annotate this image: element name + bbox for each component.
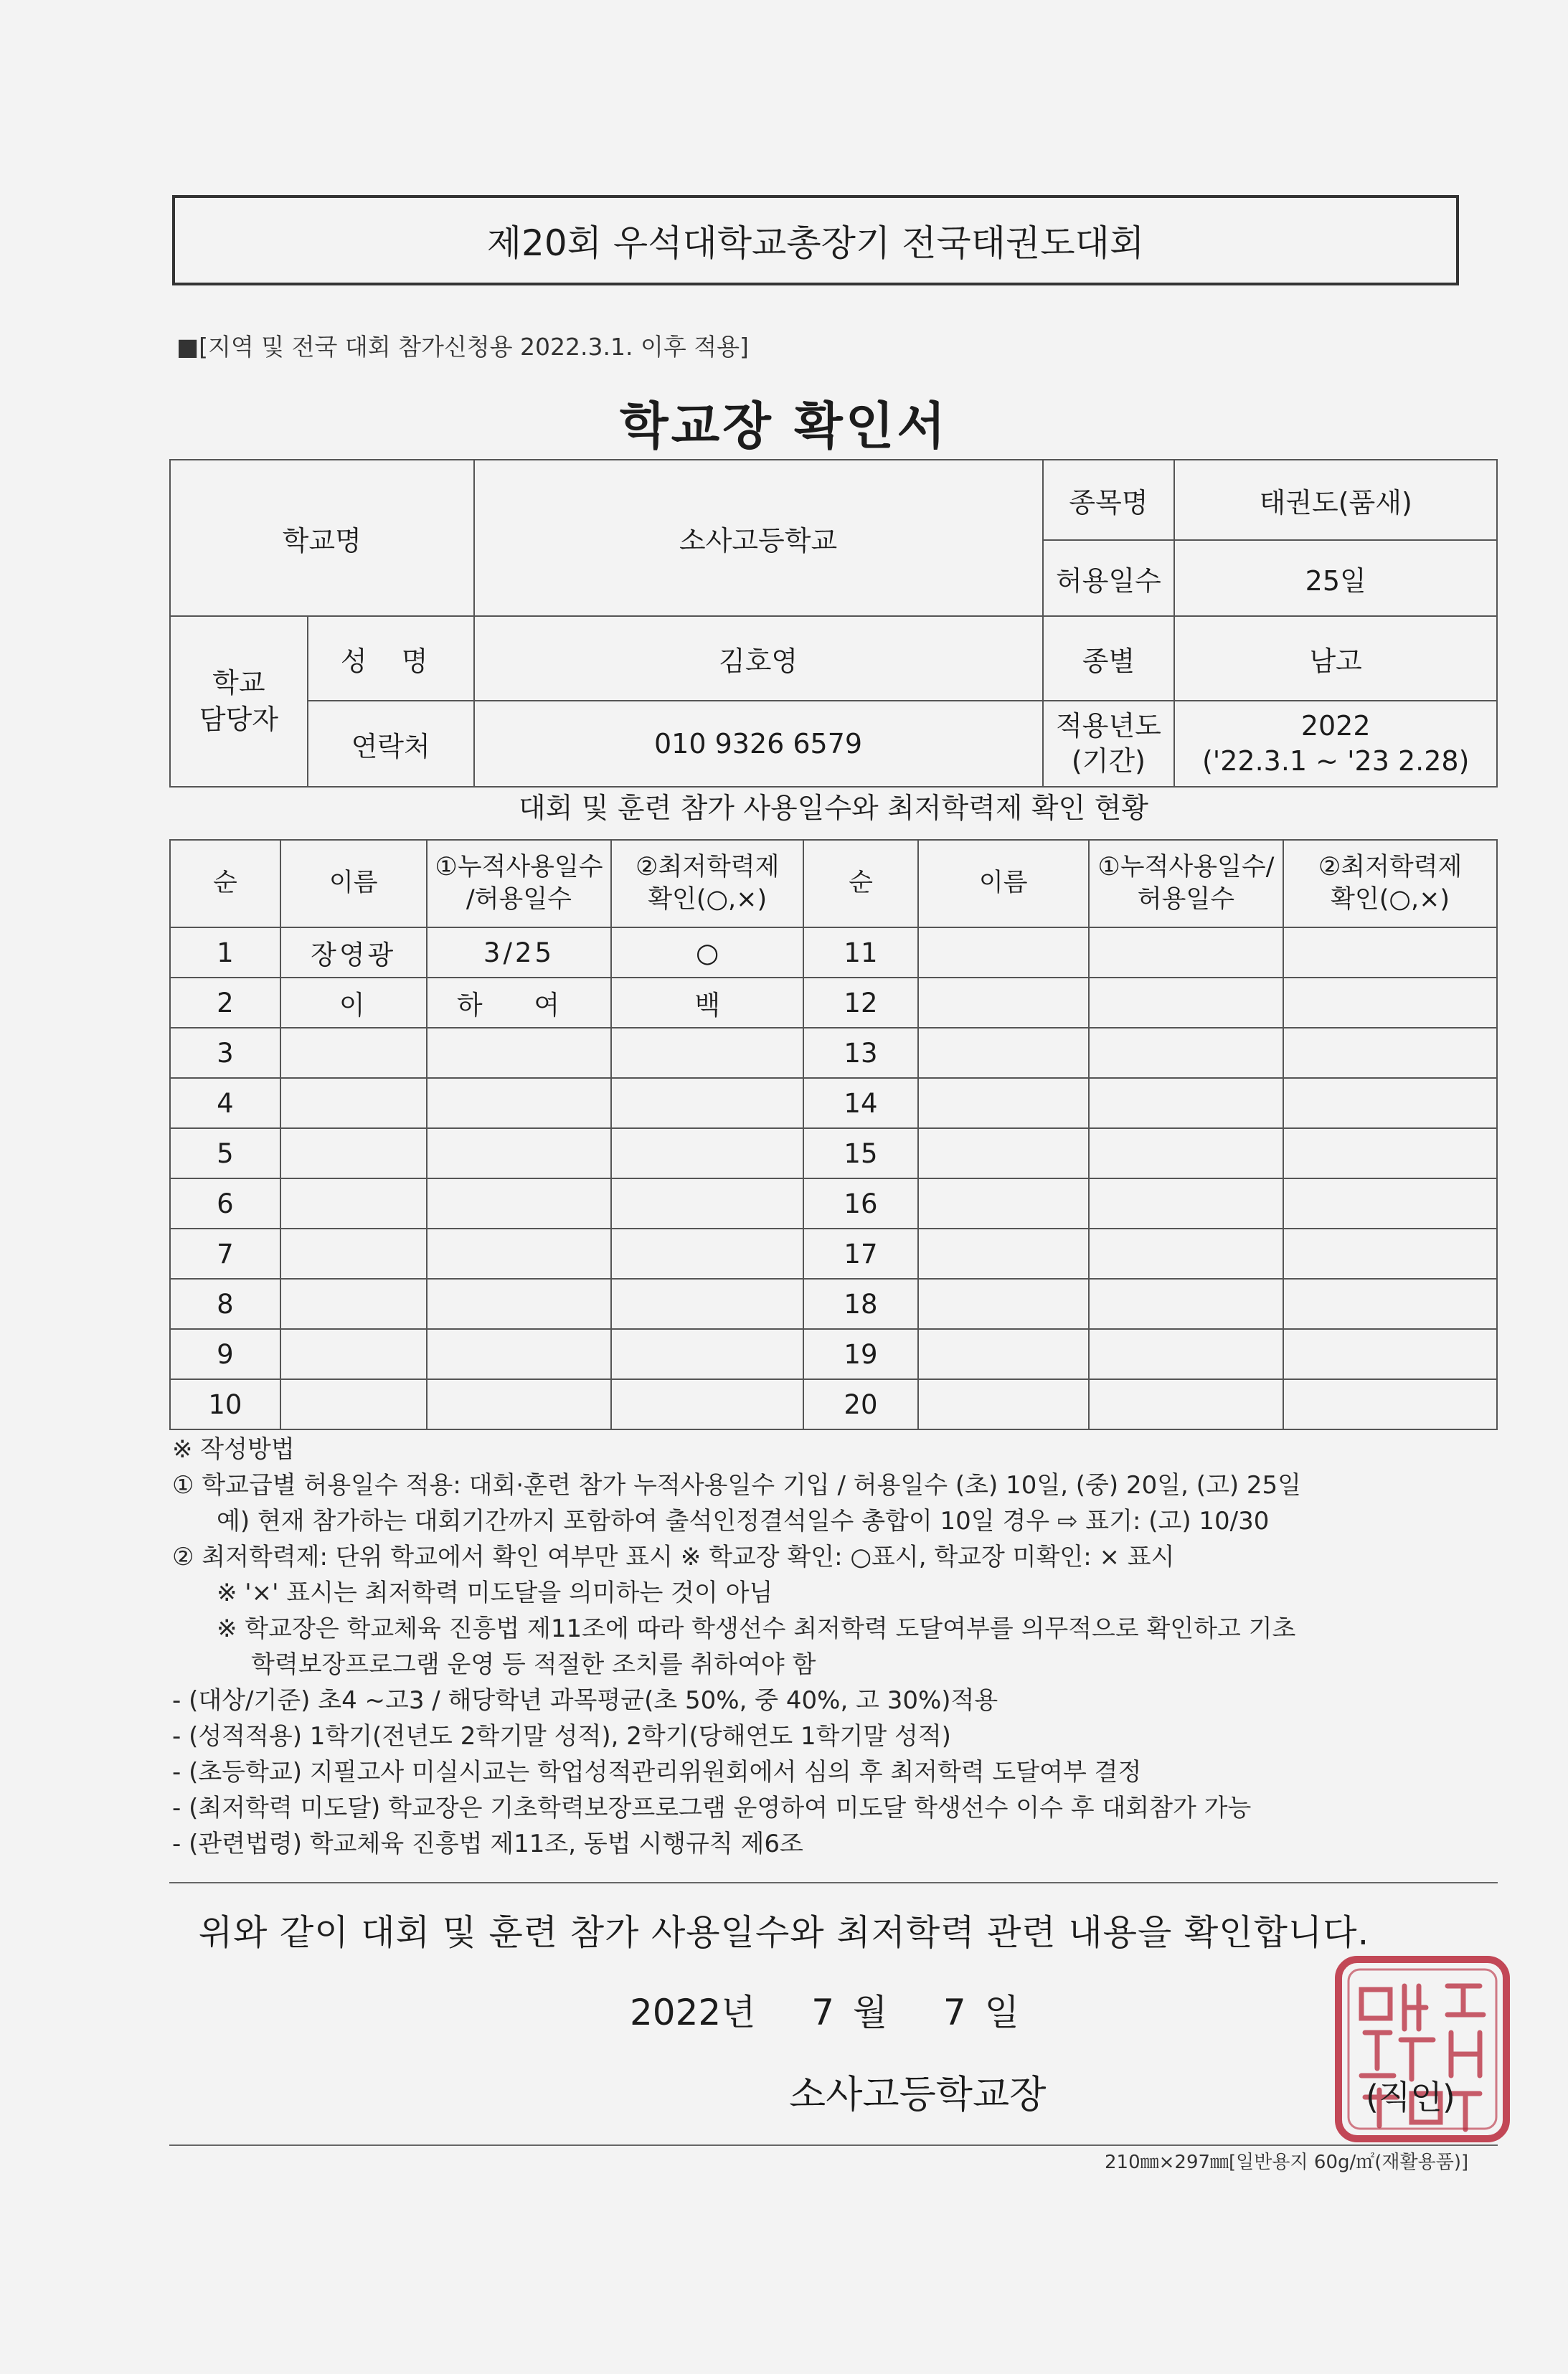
row-name (280, 1178, 427, 1229)
school-info-table (169, 459, 1498, 788)
bottom-rule (169, 2144, 1498, 2146)
school-name-label: 학교명 (170, 460, 474, 616)
row-academic-right (1283, 1279, 1497, 1329)
table-row (170, 1279, 1497, 1329)
table-row (170, 978, 1497, 1028)
notes-heading: ※ 작성방법 (172, 1435, 295, 1464)
col-header-no: 순 (170, 840, 280, 927)
col-header-no-right: 순 (803, 840, 918, 927)
row-academic-right (1283, 1178, 1497, 1229)
row-name-right (918, 1178, 1089, 1229)
paper-spec: 210㎜×297㎜[일반용지 60g/㎡(재활용품)] (1105, 2152, 1469, 2173)
row-days: 하 여 (427, 978, 612, 1028)
apply-year-value: 2022 ('22.3.1 ~ '23 2.28) (1174, 701, 1497, 787)
row-no-right: 19 (803, 1329, 918, 1379)
school-name-value: 소사고등학교 (474, 460, 1043, 616)
detail-2: - (성적적용) 1학기(전년도 2학기말 성적), 2학기(당해연도 1학기말 성적) (172, 1722, 951, 1751)
row-academic-right (1283, 1329, 1497, 1379)
row-days-right (1089, 1178, 1284, 1229)
row-no: 10 (170, 1379, 280, 1429)
row-academic-right (1283, 1078, 1497, 1128)
summary-title: 대회 및 훈련 참가 사용일수와 최저학력제 확인 현황 (519, 793, 1148, 825)
divider (169, 1882, 1498, 1883)
row-days-right (1089, 1379, 1284, 1429)
note-1: ① 학교급별 허용일수 적용: 대회·훈련 참가 누적사용일수 기입 / 허용일수 (초) 10일, (중) 20일, (고) 25일 (172, 1471, 1301, 1500)
note-1-example: 예) 현재 참가하는 대회기간까지 포함하여 출석인정결석일수 총합이 10일 경우 ⇨ 표기: (고) 10/30 (217, 1507, 1270, 1536)
category-value: 남고 (1174, 616, 1497, 701)
row-days-right (1089, 927, 1284, 978)
row-no-right: 17 (803, 1229, 918, 1279)
document-title: 학교장 확인서 (619, 397, 949, 455)
name-label: 성 명 (308, 616, 474, 701)
row-academic (611, 1078, 803, 1128)
detail-4: - (최저학력 미도달) 학교장은 기초학력보장프로그램 운영하여 미도달 학생선수 이수 후 대회참가 가능 (172, 1794, 1252, 1822)
row-no-right: 20 (803, 1379, 918, 1429)
row-no: 1 (170, 927, 280, 978)
principal-name: 소사고등학교장 (789, 2073, 1047, 2117)
row-days-right (1089, 1078, 1284, 1128)
row-days-right (1089, 1028, 1284, 1078)
note-2: ② 최저학력제: 단위 학교에서 확인 여부만 표시 ※ 학교장 확인: ○표시, 학교장 미확인: × 표시 (172, 1543, 1175, 1571)
row-academic-right (1283, 1379, 1497, 1429)
event-value: 태권도(품새) (1174, 460, 1497, 540)
col-header-name-right: 이름 (918, 840, 1089, 927)
row-days (427, 1329, 612, 1379)
row-no: 7 (170, 1229, 280, 1279)
row-name (280, 1229, 427, 1279)
row-no-right: 16 (803, 1178, 918, 1229)
row-academic (611, 1329, 803, 1379)
row-name-right (918, 1128, 1089, 1178)
row-name-right (918, 1379, 1089, 1429)
row-no: 5 (170, 1128, 280, 1178)
row-no-right: 18 (803, 1279, 918, 1329)
table-row (170, 927, 1497, 978)
row-name (280, 1379, 427, 1429)
row-academic-right (1283, 978, 1497, 1028)
col-header-academic: ②최저학력제 확인(○,×) (611, 840, 803, 927)
row-days (427, 1128, 612, 1178)
table-header-row (170, 840, 1497, 927)
event-label: 종목명 (1043, 460, 1175, 540)
row-name: 장영광 (280, 927, 427, 978)
row-academic-right (1283, 1229, 1497, 1279)
manager-label: 학교 담당자 (170, 616, 308, 787)
col-header-academic-right: ②최저학력제 확인(○,×) (1283, 840, 1497, 927)
table-row (170, 1178, 1497, 1229)
contact-label: 연락처 (308, 701, 474, 787)
row-no-right: 13 (803, 1028, 918, 1078)
row-days (427, 1379, 612, 1429)
row-days (427, 1178, 612, 1229)
row-no: 2 (170, 978, 280, 1028)
row-academic (611, 1279, 803, 1329)
table-row (170, 1028, 1497, 1078)
row-academic-right (1283, 1028, 1497, 1078)
category-label: 종별 (1043, 616, 1175, 701)
row-days (427, 1028, 612, 1078)
row-name-right (918, 1078, 1089, 1128)
row-name-right (918, 927, 1089, 978)
row-academic: 백 (611, 978, 803, 1028)
table-row (170, 1329, 1497, 1379)
row-days: 3/25 (427, 927, 612, 978)
col-header-days: ①누적사용일수 /허용일수 (427, 840, 612, 927)
row-name-right (918, 1229, 1089, 1279)
row-no-right: 11 (803, 927, 918, 978)
row-name: 이 (280, 978, 427, 1028)
row-days-right (1089, 1229, 1284, 1279)
apply-year-label: 적용년도 (기간) (1043, 701, 1175, 787)
table-row (170, 1379, 1497, 1429)
note-4-cont: 학력보장프로그램 운영 등 적절한 조치를 취하여야 함 (251, 1650, 816, 1679)
row-name (280, 1329, 427, 1379)
row-academic (611, 1229, 803, 1279)
row-name-right (918, 1279, 1089, 1329)
row-name (280, 1078, 427, 1128)
table-row (170, 1128, 1497, 1178)
detail-3: - (초등학교) 지필고사 미실시교는 학업성적관리위원회에서 심의 후 최저학력 도달여부 결정 (172, 1758, 1142, 1787)
row-name (280, 1279, 427, 1329)
row-no-right: 15 (803, 1128, 918, 1178)
confirmation-statement: 위와 같이 대회 및 훈련 참가 사용일수와 최저학력 관련 내용을 확인합니다. (198, 1912, 1370, 1953)
note-4: ※ 학교장은 학교체육 진흥법 제11조에 따라 학생선수 최저학력 도달여부를 의무적으로 확인하고 기초 (217, 1614, 1296, 1643)
row-days-right (1089, 978, 1284, 1028)
row-days (427, 1279, 612, 1329)
table-row (170, 1078, 1497, 1128)
col-header-name: 이름 (280, 840, 427, 927)
row-no: 6 (170, 1178, 280, 1229)
confirmation-date: 2022년 7 월 7 일 (630, 1992, 1019, 2033)
detail-5: - (관련법령) 학교체육 진흥법 제11조, 동법 시행규칙 제6조 (172, 1830, 803, 1858)
row-academic (611, 1178, 803, 1229)
row-academic: ○ (611, 927, 803, 978)
instructions-section (172, 1432, 1506, 1862)
row-no: 4 (170, 1078, 280, 1128)
row-no: 9 (170, 1329, 280, 1379)
row-days-right (1089, 1329, 1284, 1379)
row-no: 8 (170, 1279, 280, 1329)
detail-1: - (대상/기준) 초4 ~고3 / 해당학년 과목평균(초 50%, 중 40%, 고 30%)적용 (172, 1686, 998, 1715)
row-days (427, 1078, 612, 1128)
row-academic-right (1283, 927, 1497, 978)
row-no-right: 14 (803, 1078, 918, 1128)
table-row (170, 1229, 1497, 1279)
row-academic (611, 1379, 803, 1429)
seal-label: (직인) (1366, 2078, 1455, 2117)
row-days (427, 1229, 612, 1279)
row-name-right (918, 1028, 1089, 1078)
row-academic-right (1283, 1128, 1497, 1178)
row-name-right (918, 1329, 1089, 1379)
name-value: 김호영 (474, 616, 1043, 701)
row-days-right (1089, 1279, 1284, 1329)
row-no: 3 (170, 1028, 280, 1078)
row-no-right: 12 (803, 978, 918, 1028)
contact-value: 010 9326 6579 (474, 701, 1043, 787)
note-3: ※ '×' 표시는 최저학력 미도달을 의미하는 것이 아님 (217, 1579, 773, 1607)
col-header-days-right: ①누적사용일수/ 허용일수 (1089, 840, 1284, 927)
row-name (280, 1028, 427, 1078)
event-title: 제20회 우석대학교총장기 전국태권도대회 (486, 222, 1145, 264)
row-name (280, 1128, 427, 1178)
application-notice: ■[지역 및 전국 대회 참가신청용 2022.3.1. 이후 적용] (176, 333, 749, 361)
allowed-days-label: 허용일수 (1043, 540, 1175, 616)
row-academic (611, 1028, 803, 1078)
participation-table (169, 839, 1498, 1430)
row-days-right (1089, 1128, 1284, 1178)
row-academic (611, 1128, 803, 1178)
allowed-days-value: 25일 (1174, 540, 1497, 616)
row-name-right (918, 978, 1089, 1028)
event-title-box (172, 195, 1459, 285)
